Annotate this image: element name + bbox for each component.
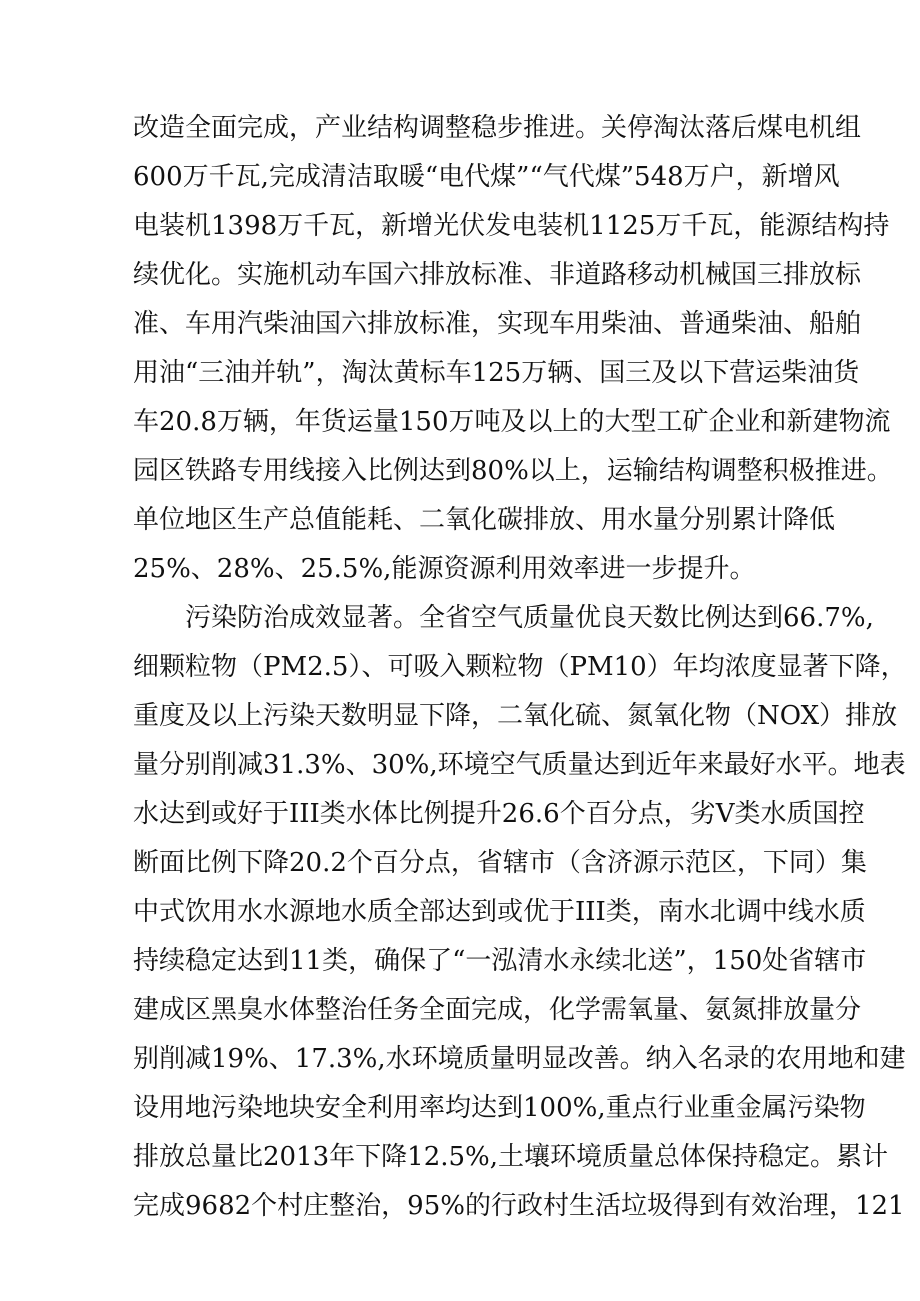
paragraph-1-line: 电装机1398万千瓦，新增光伏发电装机1125万千瓦，能源结构持 [133,211,890,241]
paragraph-1-line: 单位地区生产总值能耗、二氧化碳排放、用水量分别累计降低 [133,505,836,535]
paragraph-2-line: 持续稳定达到11类，确保了“一泓清水永续北送”，150处省辖市 [133,946,867,976]
document-body [133,104,907,1231]
paragraph-1-line: 600万千瓦,完成清洁取暖“电代煤”“气代煤”548万户，新增风 [133,162,840,192]
paragraph-2 [133,594,907,1231]
paragraph-2-line: 细颗粒物（PM2.5）、可吸入颗粒物（PM10）年均浓度显著下降， [133,652,907,682]
paragraph-1-line: 准、车用汽柴油国六排放标准，实现车用柴油、普通柴油、船舶 [133,309,862,339]
paragraph-1-line: 用油“三油并轨”，淘汰黄标车125万辆、国三及以下营运柴油货 [133,358,860,388]
paragraph-2-line: 重度及以上污染天数明显下降，二氧化硫、氮氧化物（NOX）排放 [133,701,898,731]
paragraph-1-line: 园区铁路专用线接入比例达到80%以上，运输结构调整积极推进。 [133,456,893,486]
paragraph-2-line: 别削减19%、17.3%,水环境质量明显改善。纳入名录的农用地和建 [133,1044,906,1074]
paragraph-2-line: 完成9682个村庄整治，95%的行政村生活垃圾得到有效治理，121 [133,1191,905,1221]
paragraph-2-line: 污染防治成效显著。全省空气质量优良天数比例达到66.7%, [185,603,874,633]
paragraph-1 [133,104,893,594]
paragraph-2-line: 设用地污染地块安全利用率均达到100%,重点行业重金属污染物 [133,1093,866,1123]
paragraph-2-line: 量分别削减31.3%、30%,环境空气质量达到近年来最好水平。地表 [133,750,906,780]
paragraph-1-line: 改造全面完成，产业结构调整稳步推进。关停淘汰落后煤电机组 [133,113,862,143]
paragraph-2-line: 断面比例下降20.2个百分点，省辖市（含济源示范区，下同）集 [133,848,867,878]
paragraph-1-line: 25%、28%、25.5%,能源资源利用效率进一步提升。 [133,554,756,584]
paragraph-2-line: 水达到或好于III类水体比例提升26.6个百分点，劣V类水质国控 [133,799,865,829]
paragraph-1-line: 续优化。实施机动车国六排放标准、非道路移动机械国三排放标 [133,260,862,290]
paragraph-2-line: 排放总量比2013年下降12.5%,土壤环境质量总体保持稳定。累计 [133,1142,889,1172]
paragraph-2-line: 建成区黑臭水体整治任务全面完成，化学需氧量、氨氮排放量分 [133,995,862,1025]
paragraph-2-line: 中式饮用水水源地水质全部达到或优于III类，南水北调中线水质 [133,897,866,927]
paragraph-1-line: 车20.8万辆，年货运量150万吨及以上的大型工矿企业和新建物流 [133,407,891,437]
